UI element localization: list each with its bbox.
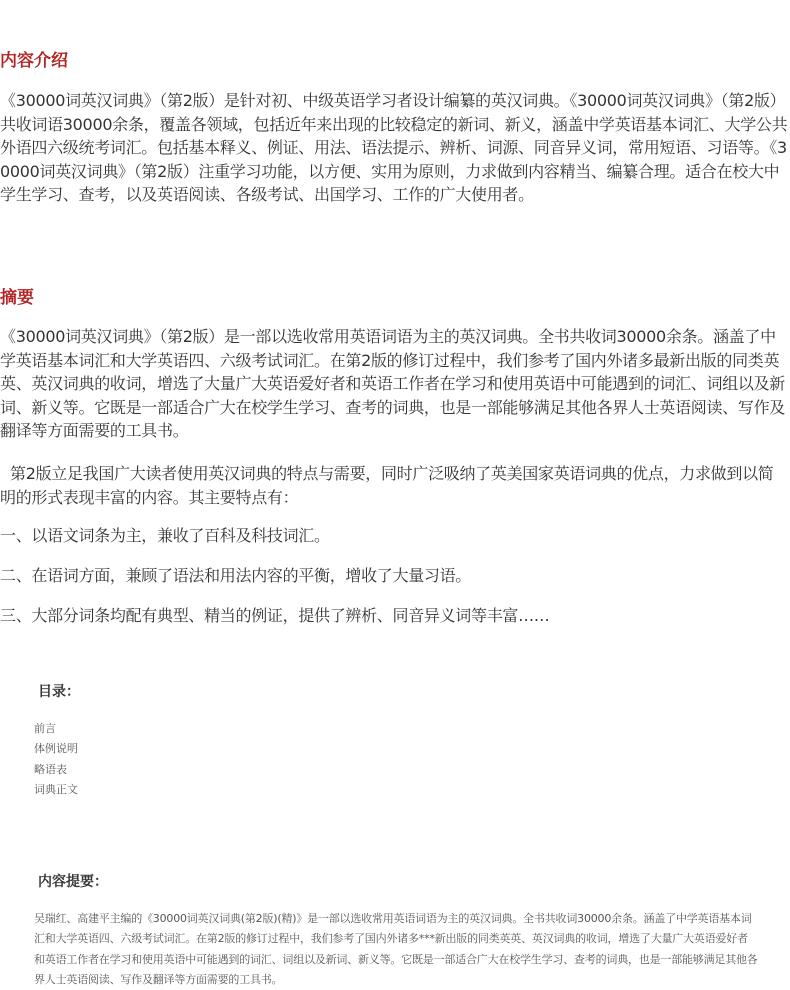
summary-heading: 内容提要： (38, 874, 108, 890)
toc-heading: 目录： (38, 684, 80, 700)
feature-point-1: 一、以语文词条为主，兼收了百科及科技词汇。 (0, 526, 330, 545)
abstract-paragraph-2: 第2版立足我国广大读者使用英汉词典的特点与需要，同时广泛吸纳了英美国家英语词典的优点，力求做到以简明的形式表现丰富的内容。其主要特点有： (0, 464, 774, 507)
toc-list (34, 719, 78, 800)
abstract-paragraph-1: 《30000词英汉词典》（第2版）是一部以选收常用英语词语为主的英汉词典。全书共收词30000余条。涵盖了中学英语基本词汇和大学英语四、六级考试词汇。在第2版的修订过程中，我们参考了国内外诸多最新出版的同类英英、英汉词典的收词，增选了大量广大英语爱好者和英语工作者在学习和使用英语中可能遇到的词汇、词组以及新词、新义等。它既是一部适合广大在校学生学习、查考的词典，也是一部能够满足其他各界人士英语阅读、写作及翻译等方面需要的工具书。 (0, 327, 786, 440)
toc-item-main-text: 词典正文 (34, 782, 78, 796)
abstract-heading: 摘要 (0, 288, 34, 308)
toc-item-preface: 前言 (34, 722, 56, 735)
feature-point-2: 二、在语词方面，兼顾了语法和用法内容的平衡，增收了大量习语。 (0, 566, 472, 585)
summary-text: 吴瑞红、高建平主编的《30000词英汉词典(第2版)(精)》是一部以选收常用英语词语为主的英汉词典。全书共收词30000余条。涵盖了中学英语基本词汇和大学英语四、六级考试词汇。在第2版的修订过程中，我们参考了国内外诸多***新出版的同类英英、英汉词典的收词，增选了大量广大英语爱好者和英语工作者在学习和使用英语中可能遇到的词汇、词组以及新词、新义等。它既是一部适合广大在校学生学习、查考的词典，也是一部能够满足其他各界人士英语阅读、写作及翻译等方面需要的工具书。 (34, 912, 758, 986)
feature-point-3: 三、大部分词条均配有典型、精当的例证，提供了辨析、同音异义词等丰富…… (0, 606, 550, 625)
intro-text: 《30000词英汉词典》（第2版）是针对初、中级英语学习者设计编纂的英汉词典。《30000词英汉词典》（第2版）共收词语30000余条，覆盖各领域，包括近年来出现的比较稳定的新词、新义，涵盖中学英语基本词汇、大学公共外语四六级统考词汇。包括基本释义、例证、用法、语法提示、辨析、词源、同音异义词，常用短语、习语等。《30000词英汉词典》（第2版）注重学习功能，以方便、实用为原则，力求做到内容精当、编纂合理。适合在校大中学生学习、查考，以及英语阅读、各级考试、出国学习、工作的广大使用者。 (0, 91, 788, 204)
intro-heading: 内容介绍 (0, 51, 68, 71)
toc-item-guide: 体例说明 (34, 742, 78, 756)
toc-item-abbreviations: 略语表 (34, 762, 67, 776)
